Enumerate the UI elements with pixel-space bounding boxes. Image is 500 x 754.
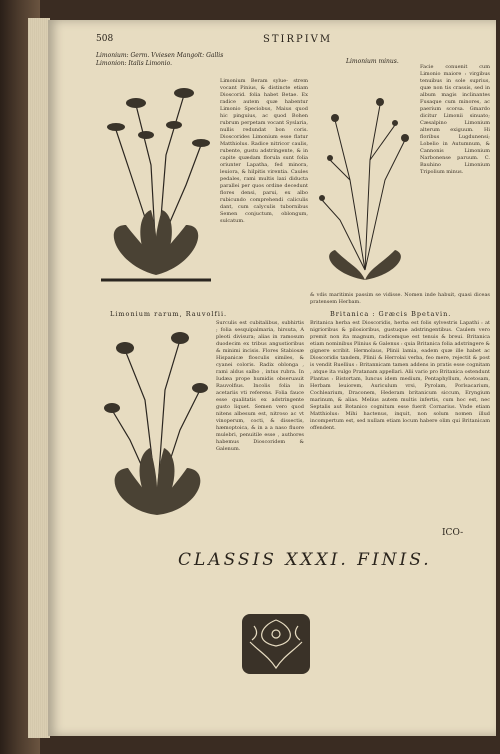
page-stack-edge [28,18,50,738]
limonium-rarum-heading: Limonium rarum, Rauvolfii. [110,310,228,318]
classis-finis-heading: CLASSIS XXXI. FINIS. [178,550,432,570]
limonium-rarum-woodcut-illustration [100,320,215,525]
limonium-minus-habitat-text: & vdis maritimis passim se vidisse. Nomen inde habuit, quasi diceas pratensem Herbam. [310,292,490,305]
limonium-minus-description-text: Facie conuenit cum Limonio maiore : virgibus tenuibus in sole suprius, quæ non tis crassis, sed in album magis inclinantes Fusaque cum minores, ac paerium scorsa. Gmardo dicitur Limonii sinuato; Cæsalpino Limonium alterum exiguum. Hi floribus Lugdunensi; Lobelio in Autumnum, & Cannonis Limonium Narbonense paruum. C. Bauhino Limonium Tripolium minus. [420,64,490,175]
decorative-ornament-icon [240,612,312,676]
running-title: STIRPIVM [263,34,333,45]
plate-1-caption [96,52,336,68]
plate-1-caption-line1: Limonium: Germ. Vviesen Mangolt: Gallis [96,52,224,59]
limonium-rarum-description-text: Surculis est cubitalibus, subhirtis ; folia sesquipalmaria, hirsuta, A pleoti divisura; alias in ramosum duodecim ex tribus angustioribus & minimi incisis. Flores Stabiosæ Hispanicæ flosculis similes, & cyanei coloris. Radix oblonga , rami aldus salbo , intus rubra. In Iudæa prope humidis obseruauit Rauvolfius. Incolis folia in acetariis vti referens. Folia fauce esse qualitatis ex adstringente gusto liquet. Semen vero quod nitens albesum est, nitroso ac vt vinoperum, cocti, & dissectis, hæmoptoica, & in a a naso fluore mulebri, penuitile esse , authores habemus Dioscoridem & Galenum. [216,320,304,452]
page-number: 508 [96,34,114,44]
limonium-woodcut-illustration [96,75,216,290]
britanica-description-text: Britanica herba est Dioscoridis, herba est folis sylvestris Lapathi : at nigrioribus & pilosioribus, gustuque adstringentibus. Caulem vero premit non ita magnum, radicemque est tenuis & breui. Britanica etiam nominibus Plinius & Galenus : quia Britanica folia adstringere & gignere scribit. Hermolaus, Plinii lamia, eadem quæ ille habet ac Dioscoridis tandem, Plinii & Herrolai verba, feo mere, rejectit & post is vendit Ruellius : Britannicam tamen addens in pratis esse cognitam , atque ita vulgo Pratanam appellari. Alii vario pro Britanica ostendunt Plantas : Bistortam, Iuncus idem medium, Pentaphyllum, Acetosam, Herbam leuiorem, Auriculum vrsi, Pyrolam, Porlsacarium, Cochlearium, Draconem, Hederam britanicum siccum, Eryngium marinum, & alias. Melius autem multis infertis, cum hoc est, nec Septalis aut Botanico cognitum esse fuerit Cornarius. Vnde etiam Matthiolus: Mihi hactenus, inquit, non solum nomen illud incompertum est, sed nullam etiam locum habere olim qui Britanicam offendent. [310,320,490,431]
plate-1-caption-line2: Limonion: Italis Limonio. [96,60,172,67]
limonium-minus-woodcut-illustration [310,80,420,290]
book-page [48,20,496,736]
limonium-description-text: Limonium Beram sylue- strem vocant Pinius, & distincte etiam Dioscorid. folia habet Betae. Ex radice autem quæ habentur Limonio Speciobus, Maius quod hic pinguius, ac quod Bohen rubrum perpetam vocant Syslaria, nullis redundat bon coris. Dioscorides Limonium esse flatur Matthiolus. Radice nitricor caulis, rubente, gustu adstringente, & in capite quædam florula sunt folia oriunter Lapatha, fed minora, leuiora, & hilpitis virentia. Caules pedales, rami multis laxi diducta parallei per quos ordine decedunt flores densi, parui, ex albo rubicundo comprehendi caliculis dant, cum calyculis tubornibus Semen conjuctum, oblongum, sulcatum. [220,78,308,224]
britanica-heading: Britanica : Græcis Bpetavin. [330,310,452,318]
catchword: ICO- [442,528,464,538]
plate-2-caption: Limonium minus. [346,58,399,65]
